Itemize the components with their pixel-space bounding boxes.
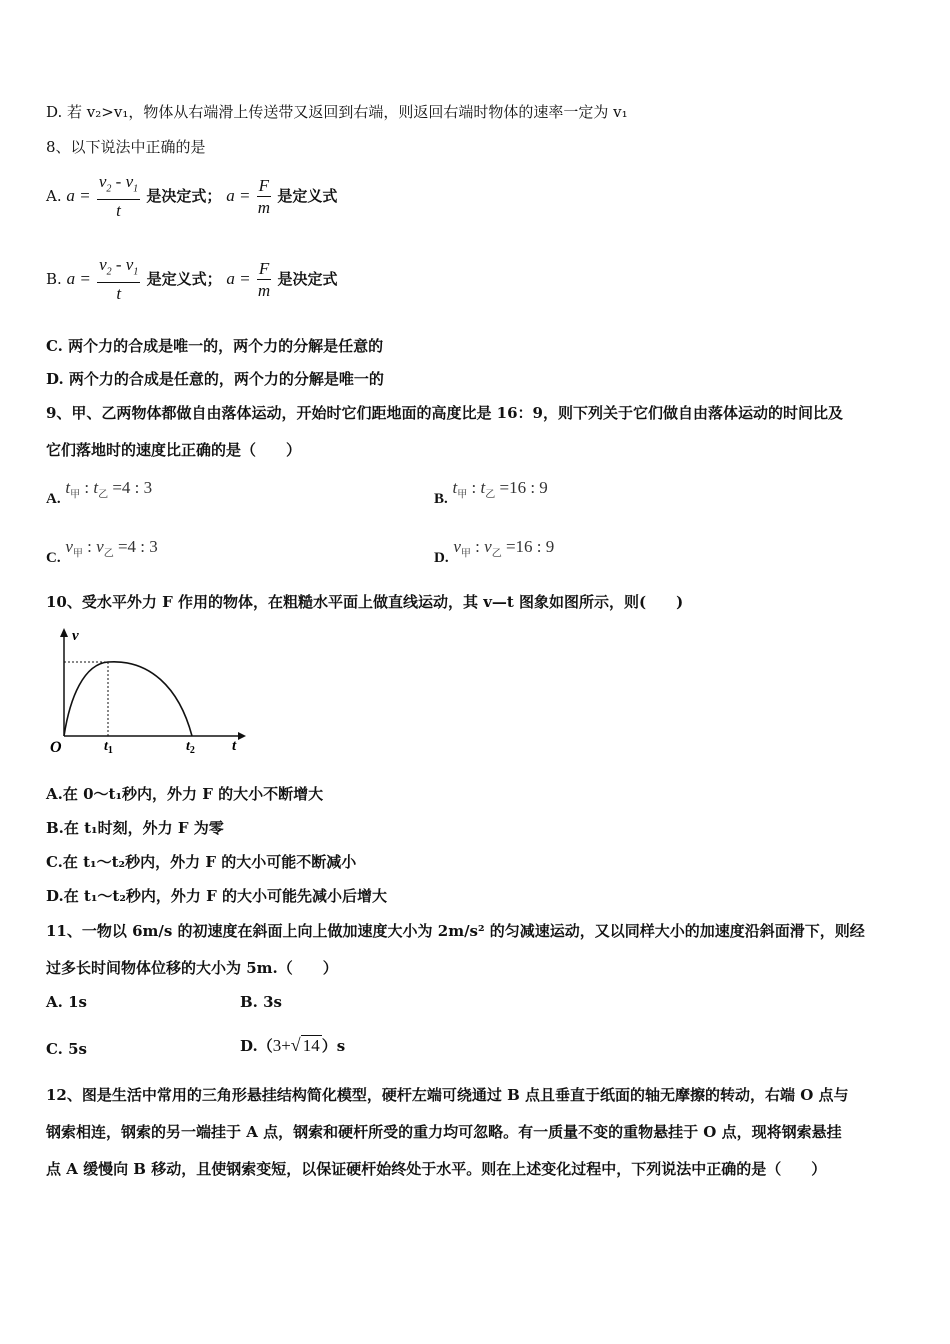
q8-option-a: A. a = $\frac{v_2 - v_1}{t}$ 是决定式； a = $\frac{F}{m}$ 是定义式 <box>46 172 338 221</box>
option-letter: B. <box>46 270 62 289</box>
q11-stem-line2: 过多长时间物体位移的大小为 5m.（ ） <box>46 959 338 977</box>
q8-option-c: C. 两个力的合成是唯一的，两个力的分解是任意的 <box>46 337 384 355</box>
q8-option-b: B. a = $\frac{v_2 - v_1}{t}$ 是定义式； a = $\frac{F}{m}$ 是决定式 <box>46 255 338 304</box>
q9-stem-line2: 它们落地时的速度比正确的是（ ） <box>46 441 302 459</box>
q11-stem-line1: 11、一物以 6m/s 的初速度在斜面上向上做加速度大小为 2m/s² 的匀减速运动，又以同样大小的加速度沿斜面滑下，则经 <box>46 922 865 940</box>
q12-stem-line1: 12、图是生活中常用的三角形悬挂结构简化模型，硬杆左端可绕通过 B 点且垂直于纸面的轴无摩擦的转动，右端 O 点与 <box>46 1086 849 1104</box>
q11-option-b: B. 3s <box>240 993 283 1011</box>
q11-option-d: D.（3+√ 14 ）s <box>240 1035 346 1055</box>
q9-option-a: A. $t_甲$ : $t_乙 =4$ : 3 <box>46 478 153 507</box>
q10-option-b: B.在 t₁时刻，外力 F 为零 <box>46 819 224 837</box>
q7-option-d: D. 若 v₂>v₁，物体从右端滑上传送带又返回到右端，则返回右端时物体的速率一定为 v₁ <box>46 103 628 121</box>
formula-newton-second-law: a = $\frac{F}{m}$ <box>226 175 270 217</box>
formula-newton-second-law: a = $\frac{F}{m}$ <box>226 258 271 300</box>
q11-option-c: C. 5s <box>46 1040 88 1058</box>
t1-label: $t_1$ <box>104 739 113 756</box>
sqrt-expression: 3+√ 14 <box>272 1035 320 1055</box>
q12-stem-line2: 钢索相连，钢索的另一端挂于 A 点，钢索和硬杆所受的重力均可忽略。有一质量不变的重物悬挂于 O 点，现将钢索悬挂 <box>46 1123 842 1141</box>
formula-acceleration-definition: a = $\frac{v_2 - v_1}{t}$ <box>66 172 139 221</box>
q10-option-a: A.在 0～t₁秒内，外力 F 的大小不断增大 <box>46 785 324 803</box>
origin-label: O <box>50 739 62 756</box>
q9-option-d: D. $v_甲$ : $v_乙 =16$ : 9 <box>434 537 555 566</box>
q10-stem: 10、受水平外力 F 作用的物体，在粗糙水平面上做直线运动，其 v—t 图象如图所示，则( ) <box>46 593 684 611</box>
q9-option-b: B. $t_甲$ : $t_乙 =16$ : 9 <box>434 478 548 507</box>
q10-option-c: C.在 t₁～t₂秒内，外力 F 的大小可能不断减小 <box>46 853 357 871</box>
v-axis-arrow-icon <box>60 628 68 637</box>
option-letter: A. <box>46 187 62 206</box>
q11-option-a: A. 1s <box>46 993 87 1011</box>
q10-option-d: D.在 t₁～t₂秒内，外力 F 的大小可能先减小后增大 <box>46 887 388 905</box>
q8-option-d: D. 两个力的合成是任意的，两个力的分解是唯一的 <box>46 370 384 388</box>
velocity-curve <box>64 662 192 736</box>
velocity-time-graph <box>44 622 254 758</box>
t-axis-label: t <box>232 738 237 754</box>
q9-stem-line1: 9、甲、乙两物体都做自由落体运动，开始时它们距地面的高度比是 16：9，则下列关于它们做自由落体运动的时间比及 <box>46 404 843 422</box>
q9-option-c: C. $v_甲$ : $v_乙 =4$ : 3 <box>46 537 158 566</box>
t2-label: $t_2$ <box>186 739 195 756</box>
q12-stem-line3: 点 A 缓慢向 B 移动，且使钢索变短，以保证硬杆始终处于水平。则在上述变化过程中，下列说法中正确的是（ ） <box>46 1160 827 1178</box>
q8-stem: 8、以下说法中正确的是 <box>46 138 206 156</box>
t-axis-arrow-icon <box>238 732 246 740</box>
v-axis-label: v <box>72 628 79 644</box>
sqrt-icon: √ <box>290 1035 301 1055</box>
formula-acceleration-definition: a = $\frac{v_2 - v_1}{t}$ <box>66 255 139 304</box>
